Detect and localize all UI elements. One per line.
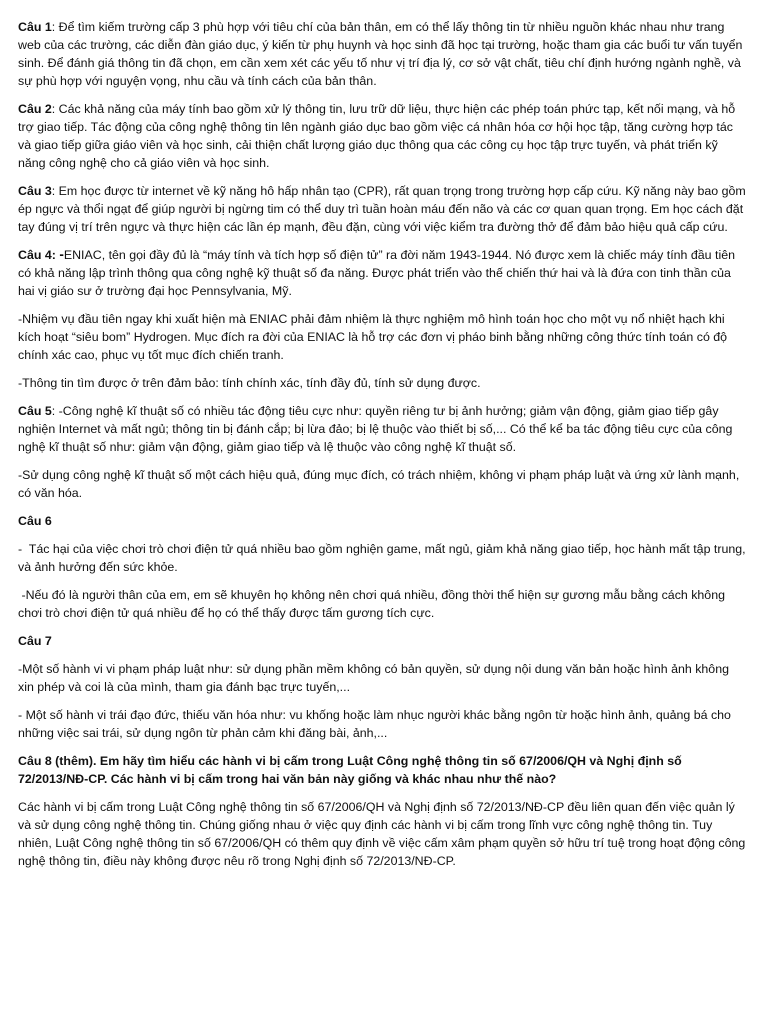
cau-7-heading: [18, 632, 748, 650]
cau-6-label: Câu 6: [18, 514, 52, 528]
cau-6-harm-paragraph: - Tác hại của việc chơi trò chơi điện tử quá nhiều bao gồm nghiện game, mất ngủ, giảm khả năng giao tiếp, học hành mất tập trung, và ảnh hưởng đến sức khỏe.: [18, 542, 750, 574]
cau-4-info-paragraph: -Thông tin tìm được ở trên đảm bảo: tính chính xác, tính đầy đủ, tính sử dụng được.: [18, 376, 481, 390]
cau-1-text: : Để tìm kiếm trường cấp 3 phù hợp với tiêu chí của bản thân, em có thể lấy thông tin từ nhiều nguồn khác nhau như trang web của các trường, các diễn đàn giáo dục, ý kiến từ phụ huynh và học sinh đã học tại trường, hoặc tham gia các buổi tư vấn tuyển sinh. Để đánh giá thông tin đã chọn, em cần xem xét các yếu tố như vị trí địa lý, cơ sở vật chất, tiêu chí định hướng ngành nghề, và sự phù hợp với nguyện vọng, nhu cầu và tính cách của bản thân.: [18, 20, 743, 88]
cau-2-paragraph: [18, 100, 748, 172]
cau-4-dash: -: [59, 247, 64, 262]
cau-8-answer-paragraph: Các hành vi bị cấm trong Luật Công nghệ thông tin số 67/2006/QH và Nghị định số 72/2013/NĐ-CP đều liên quan đến việc quản lý và sử dụng công nghệ thông tin. Chúng giống nhau ở việc quy định các hành vi bị cấm trong lĩnh vực công nghệ thông tin. Tuy nhiên, Luật Công nghệ thông tin số 67/2006/QH có thêm quy định về việc cấm xâm phạm quyền sở hữu trí tuệ trong hoạt động công nghệ thông tin, điều này không được nêu rõ trong Nghị định số 72/2013/NĐ-CP.: [18, 800, 746, 868]
cau-3-paragraph: [18, 182, 748, 236]
cau-8-heading: [18, 752, 748, 788]
cau-7-label: Câu 7: [18, 634, 52, 648]
cau-2-text: : Các khả năng của máy tính bao gồm xử lý thông tin, lưu trữ dữ liệu, thực hiện các phép toán phức tạp, kết nối mạng, và hỗ trợ giao tiếp. Tác động của công nghệ thông tin lên ngành giáo dục bao gồm việc cá nhân hóa cơ hội học tập, tăng cường hợp tác và giao tiếp giữa giáo viên và học sinh, cải thiện chất lượng giáo dục thông qua các công cụ học tập trực tuyến, và phát triển kỹ năng công nghệ cho cả giáo viên và học sinh.: [18, 102, 736, 170]
cau-4-mission-paragraph: -Nhiệm vụ đầu tiên ngay khi xuất hiện mà ENIAC phải đảm nhiệm là thực nghiệm mô hình toán học cho một vụ nổ nhiệt hạch khi kích hoạt “siêu bom” Hydrogen. Mục đích ra đời của ENIAC là hỗ trợ các đơn vị pháo binh bằng những công thức tính toán có độ chính xác cao, phục vụ tốt mục đích chiến tranh.: [18, 312, 728, 362]
cau-6-advice-paragraph: -Nếu đó là người thân của em, em sẽ khuyên họ không nên chơi quá nhiều, đồng thời thể hiện sự gương mẫu bằng cách không chơi trò chơi điện tử quá nhiều để họ có thể thấy được tấm gương tích cực.: [18, 588, 729, 620]
cau-7-illegal-paragraph: -Một số hành vi vi phạm pháp luật như: sử dụng phần mềm không có bản quyền, sử dụng nội dung văn bản hoặc hình ảnh không xin phép và coi là của mình, tham gia đánh bạc trực tuyến,...: [18, 662, 729, 694]
cau-5-usage-paragraph: -Sử dụng công nghệ kĩ thuật số một cách hiệu quả, đúng mục đích, có trách nhiệm, không vi phạm pháp luật và ứng xử lành mạnh, có văn hóa.: [18, 468, 740, 500]
cau-6-heading: [18, 512, 748, 530]
cau-2-label: Câu 2: [18, 102, 52, 116]
cau-1-label: Câu 1: [18, 20, 52, 34]
cau-4-paragraph: [18, 246, 748, 300]
cau-3-label: Câu 3: [18, 184, 52, 198]
cau-7-unethical-paragraph: - Một số hành vi trái đạo đức, thiếu văn hóa như: vu khống hoặc làm nhục người khác bằng ngôn từ hoặc hình ảnh, quảng bá cho những việc sai trái, sử dụng ngôn từ phản cảm khi đăng bài, ảnh,...: [18, 708, 731, 740]
cau-8-question: Câu 8 (thêm). Em hãy tìm hiểu các hành vi bị cấm trong Luật Công nghệ thông tin số 67/2006/QH và Nghị định số 72/2013/NĐ-CP. Các hành vi bị cấm trong hai văn bản này giống và khác nhau như thế nào?: [18, 754, 682, 786]
cau-3-text: : Em học được từ internet về kỹ năng hô hấp nhân tạo (CPR), rất quan trọng trong trường hợp cấp cứu. Kỹ năng này bao gồm ép ngực và thổi ngạt để giúp người bị ngừng tim có thể duy trì tuần hoàn máu đến não và các cơ quan quan trọng. Em học cách đặt tay đúng vị trí trên ngực và thực hiện các lần ép mạnh, đều đặn, cùng với việc kiểm tra đường thở để đảm bảo hiệu quả cấp cứu.: [18, 184, 746, 234]
cau-5-paragraph: [18, 402, 748, 456]
cau-5-text: : -Công nghệ kĩ thuật số có nhiều tác động tiêu cực như: quyền riêng tư bị ảnh hưởng; giảm vận động, giảm giao tiếp gây nghiện Internet và mất ngủ; thông tin bị đánh cắp; bị lừa đảo; bị lệ thuộc vào thiết bị số,... Có thể kể ba tác động tiêu cực của công nghệ kĩ thuật số như: giảm vận động, giảm giao tiếp và lệ thuộc vào công nghệ kĩ thuật số.: [18, 404, 733, 454]
cau-1-paragraph: [18, 18, 748, 90]
cau-5-label: Câu 5: [18, 404, 52, 418]
cau-4-text: ENIAC, tên gọi đầy đủ là “máy tính và tích hợp số điện tử” ra đời năm 1943-1944. Nó được xem là chiếc máy tính đầu tiên có khả năng lập trình thông qua công nghệ kỹ thuật số đa năng. Được phát triển vào thế chiến thứ hai và là đứa con tinh thần của hai vị giáo sư ở trường đại học Pennsylvania, Mỹ.: [18, 248, 735, 298]
cau-4-label: Câu 4:: [18, 248, 56, 262]
